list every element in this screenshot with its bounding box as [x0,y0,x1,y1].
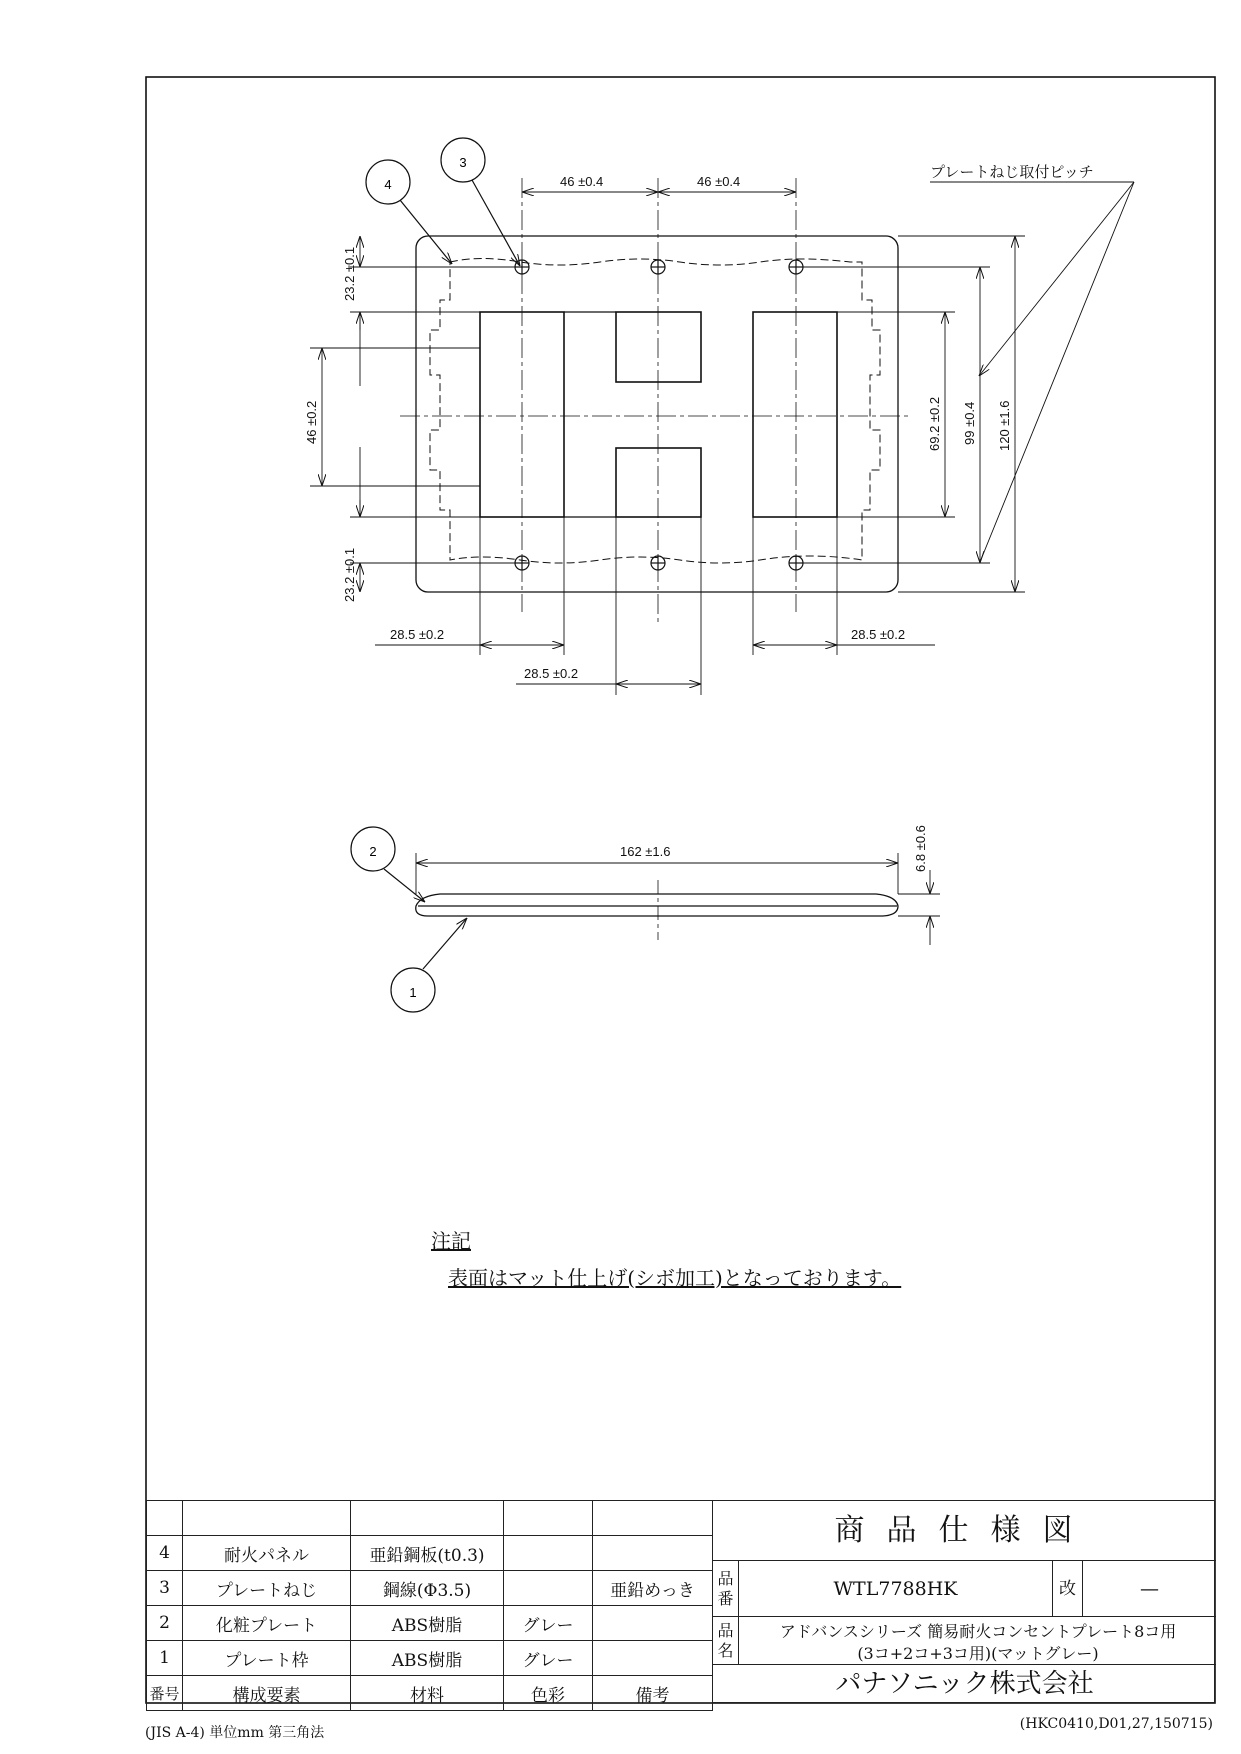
name-label: 品名 [713,1617,739,1665]
screws [515,260,803,570]
dim-edge-bottom: 23.2 ±0.1 [342,547,357,602]
opening-center-top [616,312,701,382]
balloon-1-label: 1 [409,985,417,1000]
table-row: 4 耐火パネル 亜鉛鋼板(t0.3) [147,1536,713,1571]
name-line-1: アドバンスシリーズ 簡易耐火コンセントプレート8コ用 [779,1622,1177,1641]
dim-width: 162 ±1.6 [620,844,671,859]
sheet-border [146,77,1215,1703]
footer-left: (JIS A-4) 単位mm 第三角法 [145,1725,325,1741]
dim-height: 120 ±1.6 [997,400,1012,451]
balloons [351,138,520,1012]
footer-right: (HKC0410,D01,27,150715) [1019,1716,1213,1732]
side-view [416,853,940,945]
dim-opening-width-left: 28.5 ±0.2 [390,627,445,642]
dim-top-pitch-left: 46 ±0.4 [560,174,604,189]
balloon-3-label: 3 [459,155,467,170]
dim-edge-top: 23.2 ±0.1 [342,246,357,301]
plan-view [400,178,910,622]
table-row: 3 プレートねじ 鋼線(Φ3.5) 亜鉛めっき [147,1571,713,1606]
table-row: 2 化粧プレート ABS樹脂 グレー [147,1606,713,1641]
plate-outline [416,236,898,592]
side-profile [416,894,898,916]
parts-table [146,1500,713,1711]
balloon-2-label: 2 [369,844,377,859]
screw-pitch-label: プレートねじ取付ピッチ [930,163,1094,181]
table-row-blank [147,1501,713,1536]
part-no-label: 品番 [713,1561,739,1617]
revision-label: 改 [1053,1561,1083,1617]
table-header-row: 番号 構成要素 材料 色彩 備考 [147,1676,713,1711]
revision-value: — [1083,1561,1216,1617]
dim-side-pitch: 46 ±0.2 [304,400,319,444]
opening-center-bottom [616,448,701,517]
company-name: パナソニック株式会社 [835,1669,1094,1699]
dim-top-pitch-right: 46 ±0.4 [697,174,741,189]
opening-right [753,312,837,517]
dim-screw-span: 99 ±0.4 [962,401,977,445]
title-block [712,1500,1215,1703]
notes-text: 表面はマット仕上げ(シボ加工)となっております。 [448,1266,902,1290]
part-no: WTL7788HK [739,1561,1053,1617]
notes-title: 注記 [431,1229,471,1253]
title-cell: 商品仕様図 [713,1501,1216,1561]
name-line-2: (3コ+2コ+3コ用)(マットグレー) [857,1644,1099,1663]
dim-opening-width-center: 28.5 ±0.2 [524,666,579,681]
dim-opening-height: 69.2 ±0.2 [927,396,942,451]
balloon-4-label: 4 [384,177,392,192]
dim-thickness: 6.8 ±0.6 [913,825,928,872]
table-row: 1 プレート枠 ABS樹脂 グレー [147,1641,713,1676]
dim-opening-width-right: 28.5 ±0.2 [851,627,906,642]
